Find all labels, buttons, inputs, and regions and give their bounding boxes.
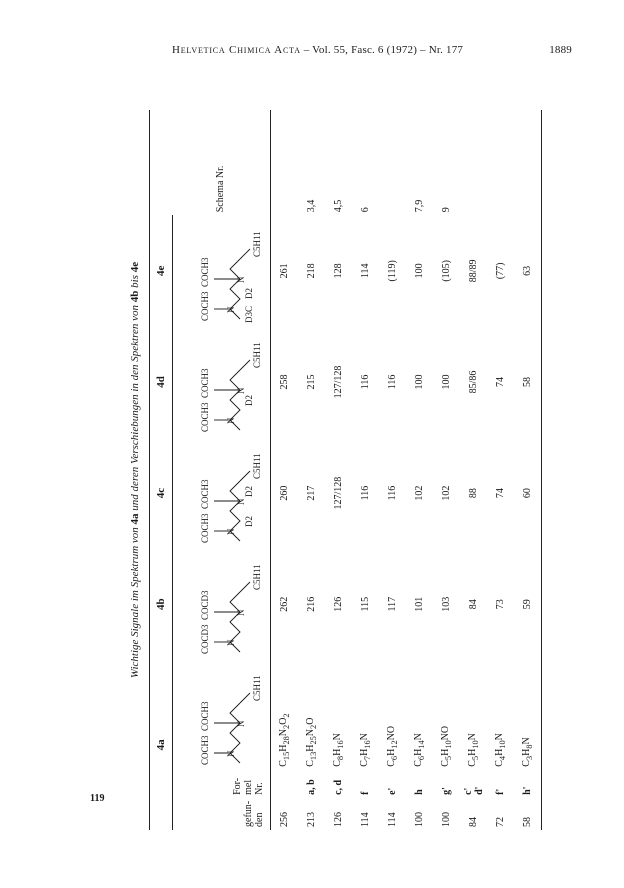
mass-spectra-table (149, 110, 542, 830)
value-4b: 126 (333, 596, 344, 612)
acyl-label-1: COCH3 (199, 513, 210, 544)
spacer-cell (271, 110, 299, 135)
formula-label: g' (441, 787, 452, 795)
structure-row (173, 110, 269, 830)
value-4e: 100 (414, 263, 425, 279)
acyl-label-2: COCH3 (199, 368, 210, 398)
table-caption (129, 110, 141, 830)
table-row (460, 110, 487, 830)
formula-label: h (414, 789, 425, 795)
acyl-label-1: COCH3 (199, 291, 210, 321)
table-row (325, 110, 352, 830)
sum-formula: $C_6H_{14}N$ (413, 733, 426, 767)
page-number: 1889 (549, 44, 572, 56)
spacer-cell (460, 110, 487, 135)
group-4a: 4a (150, 660, 173, 830)
formula-label: f (360, 791, 371, 795)
acyl-label-2: COCH3 (199, 479, 210, 510)
caption-text-3: bis (129, 272, 141, 291)
value-4c: 60 (522, 488, 533, 499)
value-4b: 103 (441, 596, 452, 612)
acyl-label-2: COCH3 (199, 257, 210, 287)
value-4e: 128 (333, 263, 344, 279)
n-atom-1: N (225, 306, 236, 313)
n-atom-2: N (235, 609, 246, 617)
value-4b: 101 (414, 596, 425, 612)
found-value: 256 (279, 812, 290, 827)
scheme-value (379, 135, 406, 215)
spacer-cell (379, 110, 406, 135)
table-body (271, 110, 542, 830)
value-4d: 100 (441, 374, 452, 390)
n-atom-2: N (235, 498, 246, 506)
scheme-value: 3,4 (306, 199, 317, 213)
caption-text-2: und deren Verschiebungen in den Spektren von (129, 302, 141, 514)
caption-compound-e: 4e (129, 261, 141, 273)
acyl-d-label-1: COCD3 (199, 624, 210, 655)
formula-label: c' d' (462, 786, 485, 795)
value-4d: 74 (495, 376, 506, 387)
sum-formula: $C_5H_{10}N$ (467, 733, 480, 767)
n-atom-1: N (225, 639, 236, 647)
value-4c: 127/128 (333, 476, 344, 510)
n-atom-2: N (235, 276, 246, 283)
value-4e: 88/89 (468, 259, 479, 283)
n-atom-1: N (225, 417, 236, 424)
table-row (514, 110, 542, 830)
sum-formula: $C_4H_{10}N$ (494, 733, 507, 767)
pentyl-label: C5H11 (251, 564, 262, 591)
value-4e: (105) (441, 260, 452, 282)
value-4c: 102 (441, 485, 452, 501)
spacer-cell (487, 110, 514, 135)
found-value: 84 (468, 817, 479, 827)
spacer-cell (433, 110, 460, 135)
n-atom-2: N (235, 720, 246, 727)
value-4d: 215 (306, 374, 317, 390)
header-formula-no: For-mel Nr. (232, 777, 265, 795)
structure-4a (173, 660, 269, 770)
table-row (298, 110, 325, 830)
signature-mark: 119 (90, 793, 105, 804)
scheme-value: 7,9 (414, 199, 425, 213)
value-4e: 218 (306, 263, 317, 279)
found-value: 126 (333, 812, 344, 827)
spacer-cell (352, 110, 379, 135)
value-4c: 88 (468, 488, 479, 499)
acyl-label-1: COCH3 (199, 402, 210, 432)
scheme-value: 4,5 (333, 199, 344, 213)
value-4d: 85/86 (468, 370, 479, 394)
value-4b: 59 (522, 599, 533, 610)
group-4c: 4c (150, 438, 173, 549)
value-4c: 116 (387, 485, 398, 501)
n-atom-1: N (225, 528, 236, 536)
found-value: 114 (360, 812, 371, 827)
header-found: gefun-den (243, 800, 265, 827)
value-4e: (119) (387, 260, 398, 282)
structure-4c (173, 438, 269, 549)
table-row (433, 110, 460, 830)
value-4e: 114 (360, 263, 371, 279)
sum-formula: $C_6H_{12}NO$ (386, 725, 399, 767)
value-4d: 116 (360, 374, 371, 390)
value-4d: 116 (387, 374, 398, 390)
value-4d: 127/128 (333, 365, 344, 399)
structure-4a-diagram (178, 663, 264, 767)
value-4b: 73 (495, 599, 506, 610)
scheme-value: 9 (441, 207, 452, 213)
formula-label: a, b (306, 779, 317, 795)
rotated-table-block (127, 110, 534, 830)
caption-compound-b: 4b (129, 290, 141, 303)
caption-text-1: Wichtige Signale im Spektrum von (129, 524, 141, 679)
header-scheme: Schema Nr. (214, 165, 226, 213)
value-4b: 84 (468, 599, 479, 610)
running-head (172, 44, 572, 56)
structure-4b (173, 549, 269, 660)
d3c-label: D3C (243, 305, 254, 323)
value-4b: 117 (387, 596, 398, 612)
scheme-value: 6 (360, 207, 371, 213)
table-row (487, 110, 514, 830)
formula-label (271, 770, 299, 798)
value-4b: 262 (279, 596, 290, 612)
journal-name: Helvetica Chimica Acta (172, 44, 301, 56)
compound-group-header (150, 110, 173, 830)
spacer-cell (514, 110, 542, 135)
value-4e: 261 (279, 263, 290, 279)
sum-formula: $C_3H_8N$ (521, 737, 534, 767)
d2-label: D2 (243, 287, 254, 299)
value-4e: (77) (495, 262, 506, 280)
group-4d: 4d (150, 326, 173, 437)
pentyl-label: C5H11 (251, 342, 262, 368)
acyl-d-label-2: COCD3 (199, 590, 210, 621)
sum-formula: $C_5H_{10}NO$ (440, 725, 453, 767)
table-row (379, 110, 406, 830)
value-4c: 102 (414, 485, 425, 501)
scheme-value (460, 135, 487, 215)
found-value: 58 (522, 817, 533, 827)
value-4d: 100 (414, 374, 425, 390)
d2-label-1: D2 (243, 516, 254, 528)
acyl-label-1: COCH3 (199, 735, 210, 765)
value-4c: 260 (279, 485, 290, 501)
n-atom-1: N (225, 750, 236, 757)
structure-4d-diagram (178, 330, 264, 434)
value-4b: 216 (306, 596, 317, 612)
structure-4c-diagram (178, 441, 264, 545)
table-row (271, 110, 299, 830)
structure-4e-diagram (178, 219, 264, 323)
d2-label-2: D2 (243, 486, 254, 498)
pentyl-label: C5H11 (251, 453, 262, 480)
value-4c: 116 (360, 485, 371, 501)
pentyl-label: C5H11 (251, 231, 262, 257)
found-value: 100 (414, 812, 425, 827)
value-4b: 115 (360, 596, 371, 612)
found-value: 72 (495, 817, 506, 827)
n-atom-2: N (235, 387, 246, 394)
issue-info: – Vol. 55, Fasc. 6 (1972) – Nr. 177 (303, 44, 464, 56)
spacer-cell (406, 110, 433, 135)
value-4e: 63 (522, 265, 533, 276)
formula-label: h' (522, 786, 533, 795)
structure-4e (173, 215, 269, 326)
sum-formula: $C_8H_{16}N$ (332, 733, 345, 767)
sum-formula: $C_7H_{16}N$ (359, 733, 372, 767)
formula-label: e' (387, 787, 398, 795)
structure-4d (173, 326, 269, 437)
found-value: 100 (441, 812, 452, 827)
formula-label: c, d (333, 779, 344, 795)
structure-4b-diagram (178, 552, 264, 656)
sum-formula: $C_{13}H_{25}N_2O$ (305, 717, 318, 767)
formula-label: f' (495, 788, 506, 795)
sum-formula: $C_{15}H_{28}N_2O_2$ (278, 713, 291, 767)
group-4b: 4b (150, 549, 173, 660)
table-row (406, 110, 433, 830)
d2-label: D2 (243, 394, 254, 406)
value-4d: 58 (522, 376, 533, 387)
group-4e: 4e (150, 215, 173, 326)
table-row (352, 110, 379, 830)
pentyl-label: C5H11 (251, 675, 262, 701)
value-4c: 217 (306, 485, 317, 501)
caption-compound-a: 4a (129, 513, 141, 525)
value-4c: 74 (495, 488, 506, 499)
spacer-cell (298, 110, 325, 135)
scheme-value (487, 135, 514, 215)
found-value: 114 (387, 812, 398, 827)
found-value: 213 (306, 812, 317, 827)
scheme-value (514, 135, 542, 215)
value-4d: 258 (279, 374, 290, 390)
acyl-label-2: COCH3 (199, 701, 210, 731)
scheme-value (271, 135, 299, 215)
spacer-cell (325, 110, 352, 135)
